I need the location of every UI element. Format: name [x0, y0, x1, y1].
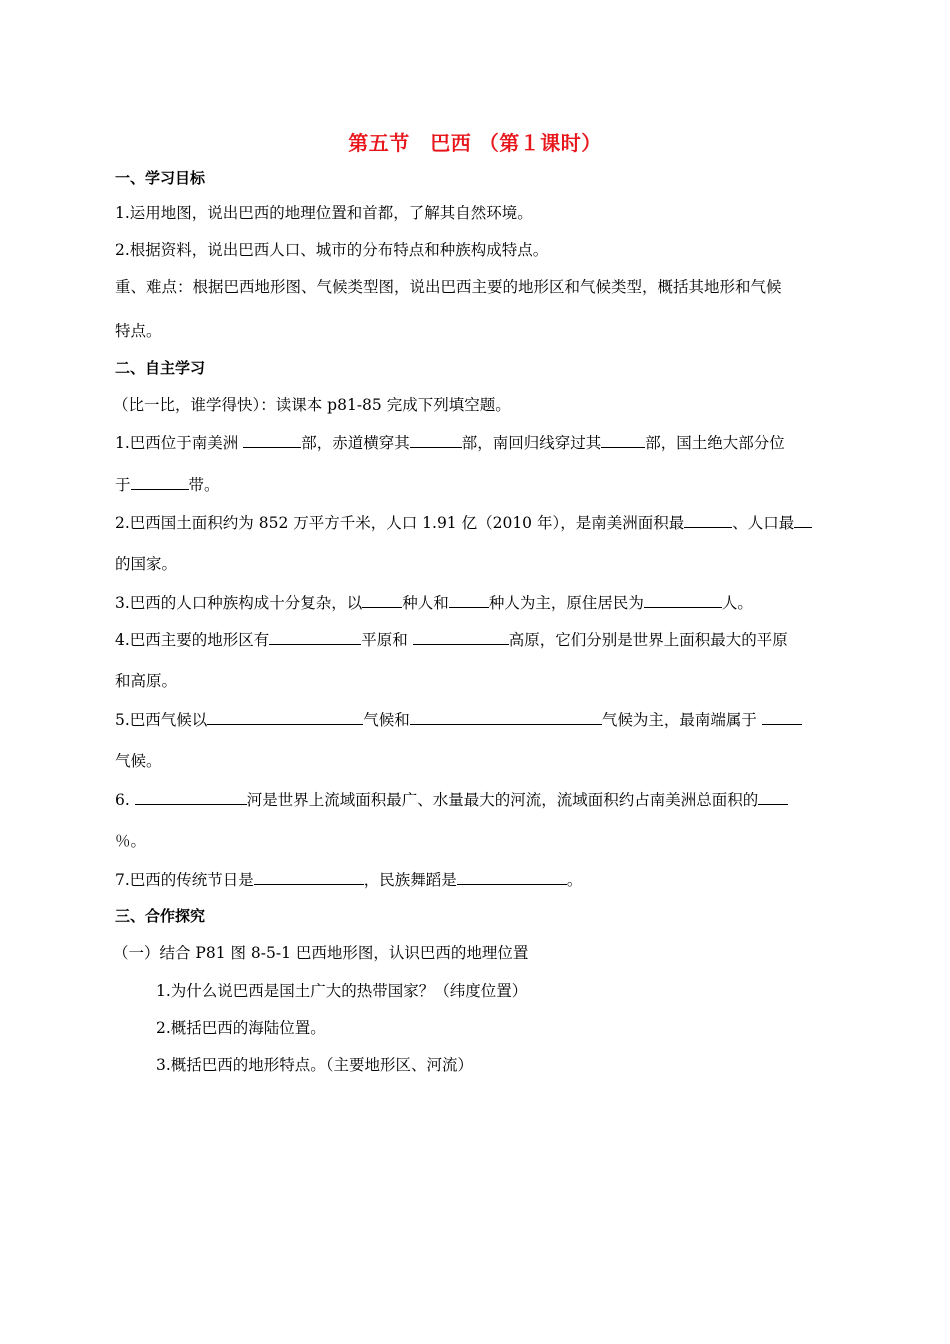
q7-blank-2[interactable]: [457, 869, 567, 885]
question-3: [115, 592, 753, 613]
question-4-line-1: [115, 629, 788, 650]
q3-text-c: 种人为主，原住居民为: [488, 594, 644, 612]
q4-text-b: 平原和: [361, 631, 413, 649]
q4-blank-2[interactable]: [413, 629, 509, 645]
q3-blank-3[interactable]: [644, 592, 722, 608]
q1-text-b: 部，赤道横穿其: [301, 434, 410, 452]
key-points-line-2: 特点。: [115, 322, 162, 340]
q4-blank-1[interactable]: [269, 629, 361, 645]
inquiry-item-2: 2.概括巴西的海陆位置。: [156, 1019, 326, 1037]
question-5-line-2: 气候。: [115, 752, 162, 770]
q3-blank-1[interactable]: [362, 592, 402, 608]
q6-text-a: 6.: [115, 791, 135, 809]
q1-blank-3[interactable]: [601, 432, 645, 448]
section-heading-goals: 一、学习目标: [115, 169, 206, 187]
question-2-line-2: 的国家。: [115, 555, 178, 573]
inquiry-item-3: 3.概括巴西的地形特点。（主要地形区、河流）: [156, 1056, 474, 1074]
q1-text-e: 于: [115, 476, 131, 494]
q6-text-b: 河是世界上流域面积最广、水量最大的河流，流域面积约占南美洲总面积的: [246, 791, 759, 809]
section-heading-cooperative-inquiry: 三、合作探究: [115, 907, 206, 925]
q5-text-b: 气候和: [363, 711, 410, 729]
question-6-line-2: ％。: [115, 832, 147, 850]
q5-blank-2[interactable]: [410, 709, 602, 725]
inquiry-subheading: （一）结合 P81 图 8-5-1 巴西地形图，认识巴西的地理位置: [113, 944, 529, 962]
section-heading-self-study: 二、自主学习: [115, 359, 206, 377]
q1-text-f: 带。: [188, 476, 220, 494]
q6-blank-1[interactable]: [135, 789, 247, 805]
question-5-line-1: [115, 709, 802, 730]
q3-text-d: 人。: [721, 594, 753, 612]
q5-blank-3[interactable]: [762, 709, 802, 725]
q1-blank-4[interactable]: [131, 474, 189, 490]
q7-text-a: 7.巴西的传统节日是: [115, 871, 254, 889]
q1-text-d: 部，国土绝大部分位: [645, 434, 785, 452]
question-1-line-1: [115, 432, 785, 453]
question-4-line-2: 和高原。: [115, 672, 178, 690]
q5-text-a: 5.巴西气候以: [115, 711, 208, 729]
q1-blank-2[interactable]: [410, 432, 462, 448]
question-6-line-1: [115, 789, 788, 810]
q5-text-c: 气候为主，最南端属于: [601, 711, 762, 729]
self-study-intro: （比一比，谁学得快）：读课本 p81-85 完成下列填空题。: [113, 396, 511, 414]
question-2-line-1: [115, 512, 812, 533]
q3-text-a: 3.巴西的人口种族构成十分复杂，以: [115, 594, 363, 612]
q3-blank-2[interactable]: [449, 592, 489, 608]
q2-blank-2[interactable]: [794, 512, 812, 528]
inquiry-item-1: 1.为什么说巴西是国土广大的热带国家？（纬度位置）: [156, 982, 528, 1000]
q1-text-a: 1.巴西位于南美洲: [115, 434, 244, 452]
q1-blank-1[interactable]: [243, 432, 301, 448]
q5-blank-1[interactable]: [207, 709, 363, 725]
q2-text-a: 2.巴西国土面积约为 852 万平方千米，人口 1.91 亿（2010 年），是南美洲面积最: [115, 514, 685, 532]
q4-text-a: 4.巴西主要的地形区有: [115, 631, 270, 649]
q6-blank-2[interactable]: [758, 789, 788, 805]
q1-text-c: 部，南回归线穿过其: [461, 434, 602, 452]
page-title: 第五节 巴西 （第１课时）: [348, 131, 602, 155]
q2-blank-1[interactable]: [684, 512, 732, 528]
q2-text-b: 、人口最: [732, 514, 795, 532]
q7-blank-1[interactable]: [254, 869, 364, 885]
q4-text-c: 高原，它们分别是世界上面积最大的平原: [508, 631, 788, 649]
goal-item-1: 1.运用地图，说出巴西的地理位置和首都，了解其自然环境。: [115, 204, 533, 222]
question-1-line-2: [115, 474, 220, 495]
q3-text-b: 种人和: [402, 594, 449, 612]
question-7: [115, 869, 582, 890]
q7-text-c: 。: [566, 871, 583, 889]
q7-text-b: ，民族舞蹈是: [363, 871, 457, 889]
key-points-line-1: 重、难点：根据巴西地形图、气候类型图，说出巴西主要的地形区和气候类型，概括其地形和气候: [115, 278, 782, 296]
goal-item-2: 2.根据资料，说出巴西人口、城市的分布特点和种族构成特点。: [115, 241, 549, 259]
